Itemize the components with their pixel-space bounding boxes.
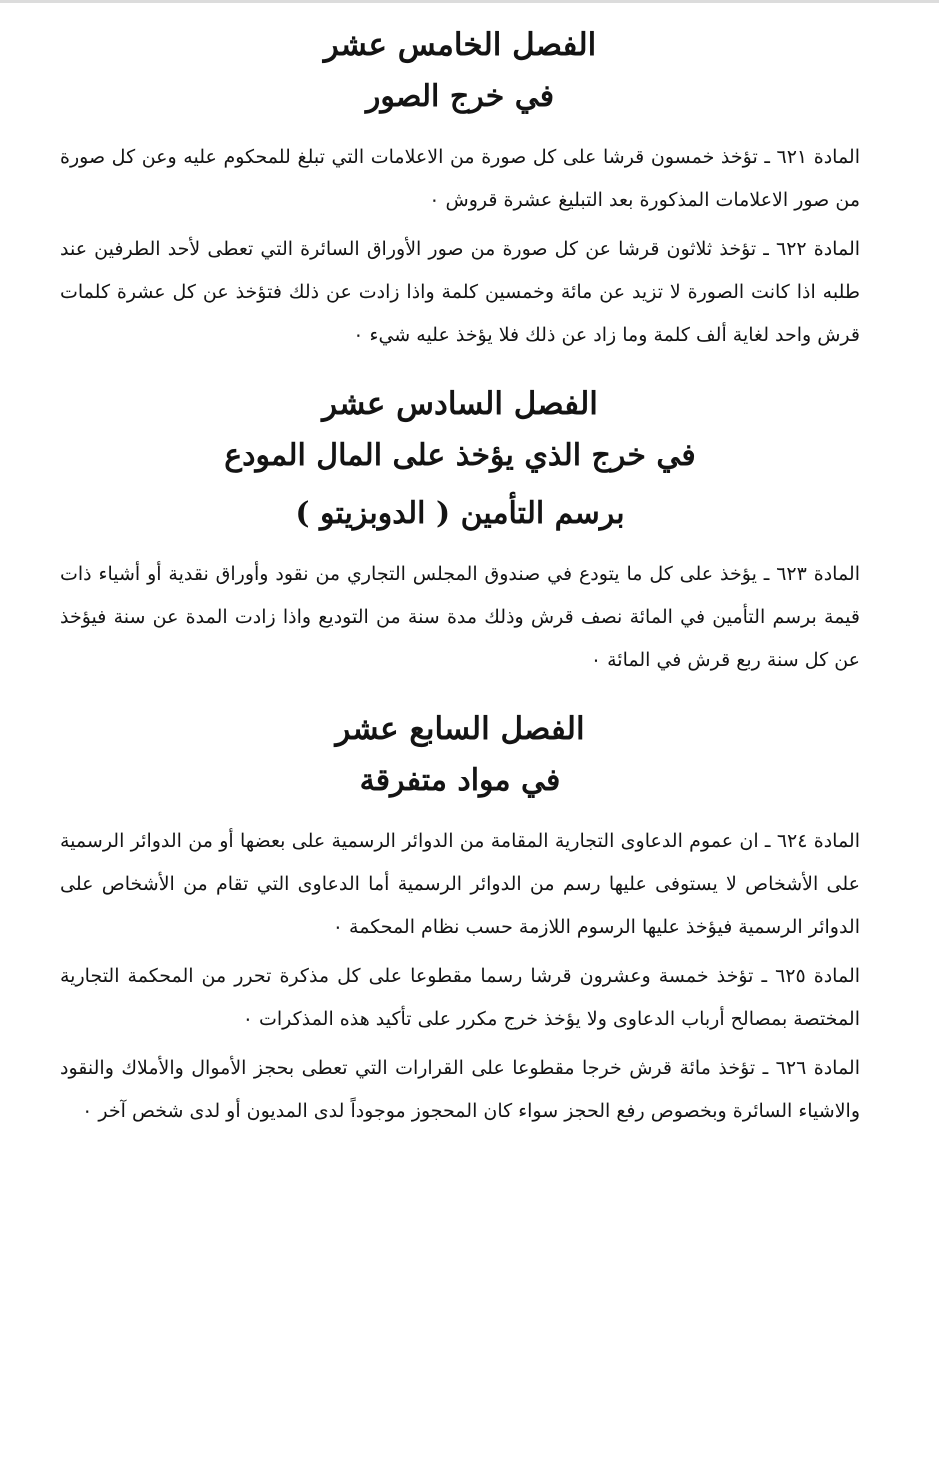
chapter-subtitle: في خرج الصور	[365, 79, 555, 114]
chapter-title: الفصل الخامس عشر	[323, 27, 597, 63]
article-623: المادة ٦٢٣ ـ يؤخذ على كل ما يتودع في صندوق المجلس التجاري من نقود وأوراق نقدية أو أشياء ذات قيمة برسم التأمين في المائة نصف قرش وذلك مدة سنة من التوديع واذا زادت المدة عن سنة فيؤخذ عن كل سنة ربع قرش في المائة ٠	[60, 563, 860, 671]
chapter-title: الفصل السابع عشر	[335, 711, 585, 747]
chapter-subtitle: في خرج الذي يؤخذ على المال المودع	[224, 438, 696, 473]
chapter-15	[60, 22, 860, 357]
scan-top-edge	[0, 0, 939, 3]
document-body	[60, 22, 860, 1139]
chapter-16	[60, 381, 860, 682]
article-624: المادة ٦٢٤ ـ ان عموم الدعاوى التجارية المقامة من الدوائر الرسمية على بعضها أو من الدوائر الرسمية على الأشخاص لا يستوفى عليها رسم من الدوائر الرسمية أما الدعاوى التي تقام من الأشخاص على الدوائر الرسمية فيؤخذ عليها الرسوم اللازمة حسب نظام المحكمة ٠	[60, 830, 861, 938]
chapter-subtitle-line-2: برسم التأمين ( الدوبزيتو )	[295, 496, 625, 531]
chapter-17	[60, 706, 860, 1133]
article-621: المادة ٦٢١ ـ تؤخذ خمسون قرشا على كل صورة من الاعلامات التي تبلغ للمحكوم عليه وعن كل صورة من صور الاعلامات المذكورة بعد التبليغ عشرة قروش ٠	[60, 146, 861, 211]
article-625: المادة ٦٢٥ ـ تؤخذ خمسة وعشرون قرشا رسما مقطوعا على كل مذكرة تحرر من المحكمة التجارية المختصة بمصالح أرباب الدعاوى ولا يؤخذ خرج مكرر على تأكيد هذه المذكرات ٠	[60, 965, 861, 1030]
chapter-title: الفصل السادس عشر	[322, 386, 598, 422]
chapter-subtitle: في مواد متفرقة	[359, 763, 561, 798]
article-622: المادة ٦٢٢ ـ تؤخذ ثلاثون قرشا عن كل صورة من صور الأوراق السائرة التي تعطى لأحد الطرفين عند طلبه اذا كانت الصورة لا تزيد عن مائة وخمسين كلمة واذا زادت عن ذلك فتؤخذ عن كل عشرة كلمات قرش واحد لغاية ألف كلمة وما زاد عن ذلك فلا يؤخذ عليه شيء ٠	[60, 238, 861, 346]
article-626: المادة ٦٢٦ ـ تؤخذ مائة قرش خرجا مقطوعا على القرارات التي تعطى بحجز الأموال والأملاك والنقود والاشياء السائرة وبخصوص رفع الحجز سواء كان المحجوز موجوداً لدى المديون أو لدى شخص آخر ٠	[60, 1057, 860, 1122]
